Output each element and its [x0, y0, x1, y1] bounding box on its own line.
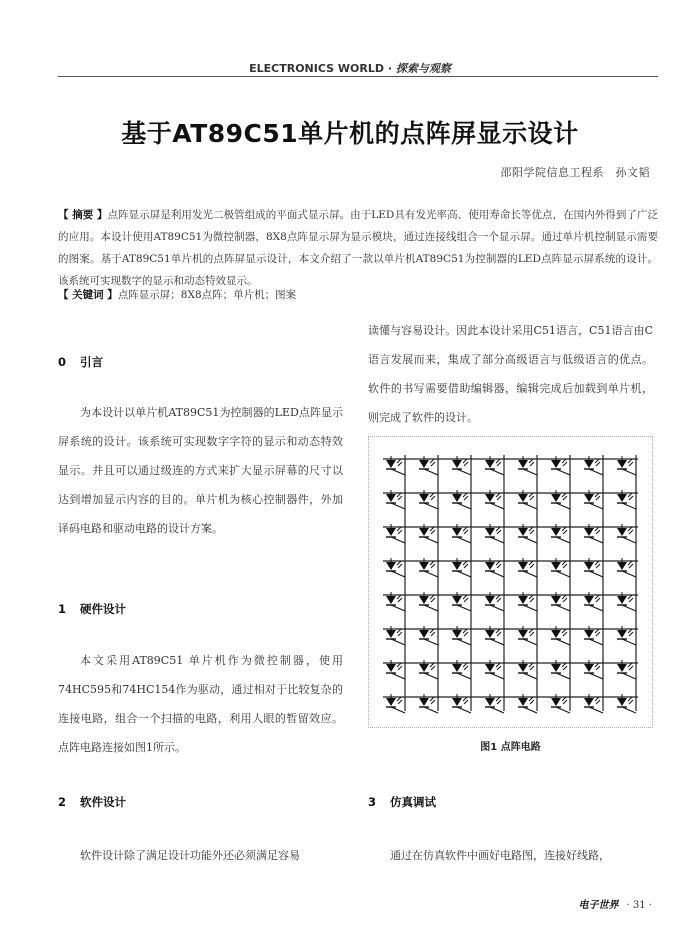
author-affiliation: 邵阳学院信息工程系 孙文韬: [500, 166, 650, 179]
simulation-paragraph: 通过在仿真软件中画好电路图，连接好线路，: [390, 849, 610, 862]
section-number: 3: [368, 795, 377, 809]
abstract-label: 【 摘要 】: [58, 209, 108, 221]
page-footer: [579, 896, 652, 911]
running-header: [0, 60, 700, 76]
section-title: 仿真调试: [390, 795, 436, 809]
figure-dot-matrix-circuit: [368, 436, 653, 728]
section-number: 2: [58, 795, 67, 809]
software-paragraph: 软件设计除了满足设计功能外还必须满足容易: [80, 849, 300, 862]
intro-paragraph: 为本设计以单片机AT89C51为控制器的LED点阵显示屏系统的设计。该系统可实现数字字符的显示和动态特效显示。并且可以通过级连的方式来扩大显示屏幕的尺寸以达到增加显示内容的目的。单片机为核心控制器件，外加译码电路和驱动电路的设计方案。: [58, 406, 343, 535]
header-divider: [58, 76, 658, 77]
software-paragraph-continued: 读懂与容易设计。因此本设计采用C51语言，C51语言由C语言发展而来，集成了部分高级语言与低级语言的优点。软件的书写需要借助编辑器，编辑完成后加载到单片机，则完成了软件的设计。: [368, 324, 653, 424]
publication-name: 电子世界: [578, 900, 619, 911]
section-heading-simulation: [368, 794, 653, 810]
abstract: [58, 204, 658, 292]
section-name: 探索与观察: [395, 62, 451, 75]
keywords: [58, 284, 658, 306]
hardware-paragraph: 本文采用AT89C51 单片机作为微控制器，使用74HC595和74HC154作为驱动，通过相对于比较复杂的连接电路，组合一个扫描的电路，利用人眼的暂留效应。点阵电路连接如图1所示。: [58, 654, 343, 754]
article-title: 基于AT89C51单片机的点阵屏显示设计: [121, 119, 579, 148]
keywords-text: 点阵显示屏；8X8点阵；单片机；图案: [117, 289, 297, 301]
section-number: 0: [58, 355, 67, 369]
section-title: 硬件设计: [80, 602, 126, 616]
section-heading-hardware: [58, 601, 343, 617]
section-number: 1: [58, 602, 67, 616]
header-separator: ·: [387, 62, 393, 75]
section-heading-software: [58, 794, 343, 810]
section-title: 软件设计: [80, 795, 126, 809]
journal-name: ELECTRONICS WORLD: [249, 62, 384, 75]
section-heading-intro: [58, 354, 343, 370]
figure-caption: 图1 点阵电路: [480, 742, 541, 753]
section-title: 引言: [80, 355, 103, 369]
dot-matrix-diagram: [369, 437, 652, 727]
keywords-label: 【 关键词 】: [58, 289, 118, 301]
page-number: · 31 ·: [626, 900, 652, 911]
abstract-text: 点阵显示屏是利用发光二极管组成的平面式显示屏。由于LED具有发光率高、使用寿命长等优点，在国内外得到了广泛的应用。本设计使用AT89C51为微控制器，8X8点阵显示屏为显示模块，通过连接线组合一个显示屏。通过单片机控制显示需要的图案。基于AT89C51单片机的点阵屏显示设计，本文介绍了一款以单片机AT89C51为控制器的LED点阵显示屏系统的设计。该系统可实现数字的显示和动态特效显示。: [58, 209, 658, 287]
